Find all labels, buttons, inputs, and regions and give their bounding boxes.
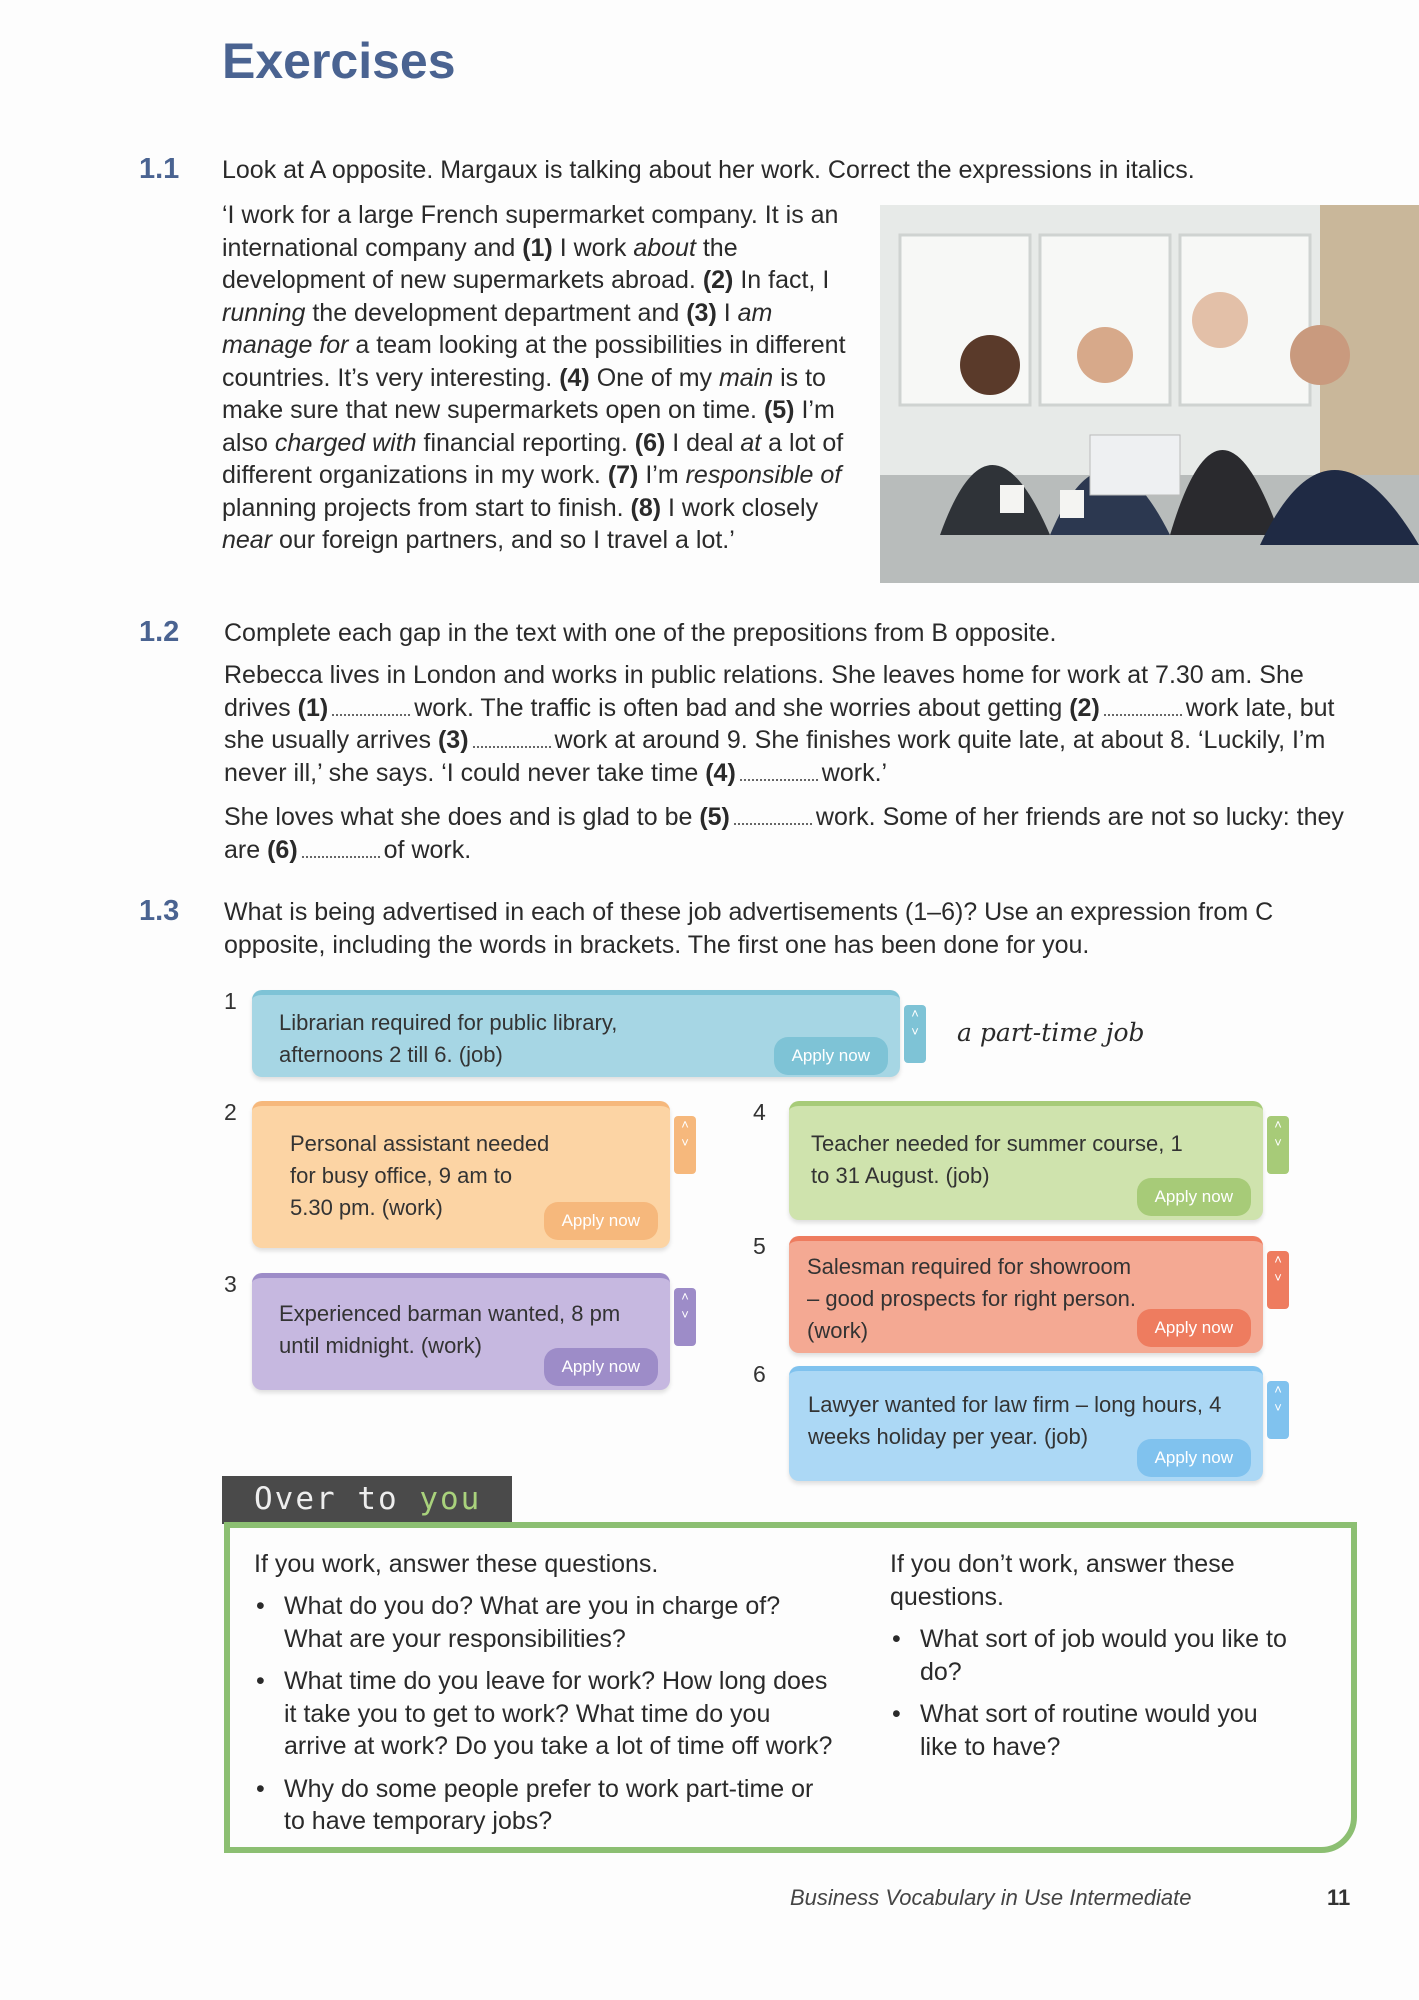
scroll-arrows-icon[interactable]: ˄ ˅ [1267,1381,1289,1439]
ad-number: 1 [224,988,237,1014]
question-item: • What time do you leave for work? How long does it take you to get to work? What time do you arrive at work? Do you take a lot of time off work? [254,1665,834,1763]
ad-text: Personal assistant needed for busy office, 9 am to 5.30 pm. (work) [290,1131,550,1220]
exercise-1-2-instruction: Complete each gap in the text with one of the prepositions from B opposite. [224,619,1057,647]
scroll-arrows-icon[interactable]: ˄ ˅ [674,1116,696,1174]
job-ad-barman [252,1273,689,1390]
question-item: • What sort of job would you like to do? [890,1623,1290,1688]
ad-number: 5 [753,1233,766,1259]
exercise-1-2-paragraph-1: Rebecca lives in London and works in public relations. She leaves home for work at 7.30 am. She drives (1) work. The traffic is often bad and she worries about getting (2) work late, but she usually arrives (3) work at around 9. She finishes work quite late, at about 8. ‘Luckily, I’m never ill,’ she says. ‘I could never take time (4) work.’ [224,661,1335,787]
apply-now-button[interactable]: Apply now [544,1202,658,1240]
book-title-footer: Business Vocabulary in Use Intermediate [790,1885,1192,1910]
ad-text: Salesman required for showroom – good prospects for right person. (work) [807,1254,1136,1343]
exercise-1-2-paragraph-2: She loves what she does and is glad to be (5) work. Some of her friends are not so lucky: they are (6) of work. [224,803,1344,864]
right-questions [890,1623,1290,1773]
answer-example: a part-time job [957,1018,1145,1047]
ad-number: 6 [753,1361,766,1387]
over-to-you-tab: Over to you [222,1476,512,1524]
page-title: Exercises [222,33,456,89]
scroll-arrows-icon[interactable]: ˄ ˅ [1267,1251,1289,1309]
scroll-arrows-icon[interactable]: ˄ ˅ [904,1005,926,1063]
exercise-1-1-instruction: Look at A opposite. Margaux is talking about her work. Correct the expressions in italics. [222,156,1195,184]
ad-number: 3 [224,1271,237,1297]
ad-text: Lawyer wanted for law firm – long hours, 4 weeks holiday per year. (job) [808,1392,1222,1449]
right-intro: If you don’t work, answer these questions. [890,1550,1235,1611]
job-ad-librarian [252,990,919,1077]
office-meeting-photo [880,205,1419,583]
scroll-arrows-icon[interactable]: ˄ ˅ [674,1288,696,1346]
exercise-1-1-passage: ‘I work for a large French supermarket company. It is an international company and (1) I work about the development of new supermarkets abroad. (2) In fact, I running the development department and (3) I am manage for a team looking at the possibilities in different countries. It’s very interesting. (4) One of my main is to make sure that new supermarkets open on time. (5) I’m also charged with financial reporting. (6) I deal at a lot of different organizations in my work. (7) I’m responsible of planning projects from start to finish. (8) I work closely near our foreign partners, and so I travel a lot.’ [222,201,846,554]
ad-text: Experienced barman wanted, 8 pm until midnight. (work) [279,1301,621,1358]
left-questions [254,1590,834,1848]
apply-now-button[interactable]: Apply now [544,1348,658,1386]
job-ad-personal-assistant [252,1101,689,1248]
page-number: 11 [1327,1885,1351,1910]
exercise-number-1-1: 1.1 [139,153,180,185]
exercise-number-1-3: 1.3 [139,895,180,927]
scroll-arrows-icon[interactable]: ˄ ˅ [1267,1116,1289,1174]
ad-text: Librarian required for public library, afternoons 2 till 6. (job) [279,1010,618,1067]
ad-number: 2 [224,1099,237,1125]
exercise-1-3-instruction: What is being advertised in each of these job advertisements (1–6)? Use an expression from C opposite, including the words in brackets. The first one has been done for you. [224,898,1274,959]
job-ad-salesman [789,1236,1282,1353]
job-ad-teacher [789,1101,1282,1220]
apply-now-button[interactable]: Apply now [1137,1309,1251,1347]
apply-now-button[interactable]: Apply now [1137,1178,1251,1216]
question-item: • What sort of routine would you like to have? [890,1698,1290,1763]
apply-now-button[interactable]: Apply now [774,1037,888,1075]
exercise-number-1-2: 1.2 [139,616,180,648]
ad-text: Teacher needed for summer course, 1 to 31 August. (job) [811,1131,1183,1188]
question-item: • What do you do? What are you in charge of? What are your responsibilities? [254,1590,834,1655]
ad-number: 4 [753,1099,766,1125]
question-item: • Why do some people prefer to work part-time or to have temporary jobs? [254,1773,834,1838]
job-ad-lawyer [789,1366,1282,1481]
apply-now-button[interactable]: Apply now [1137,1439,1251,1477]
left-intro: If you work, answer these questions. [254,1550,659,1578]
